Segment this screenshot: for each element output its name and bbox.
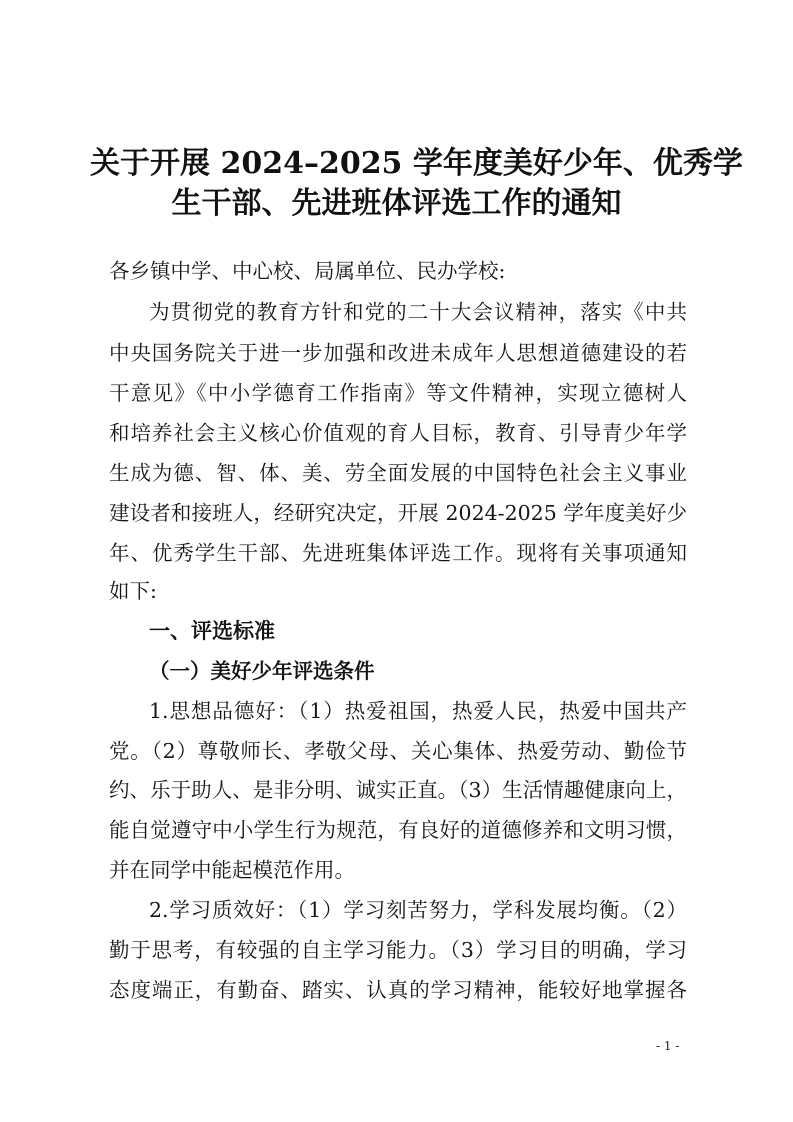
item1-line: 约、乐于助人、是非分明、诚实正直。（3）生活情趣健康向上， xyxy=(109,778,687,802)
item1-line: 1.思想品德好：（1）热爱祖国，热爱人民，热爱中国共产 xyxy=(149,699,687,723)
intro-line: 建设者和接班人，经研究决定，开展 2024-2025 学年度美好少 xyxy=(109,501,687,525)
document-title-line-2: 生干部、先进班体评选工作的通知 xyxy=(171,186,622,221)
intro-line: 中央国务院关于进一步加强和改进未成年人思想道德建设的若 xyxy=(109,341,687,365)
intro-line: 生成为德、智、体、美、劳全面发展的中国特色社会主义事业 xyxy=(109,461,687,485)
item1-line: 党。（2）尊敬师长、孝敬父母、关心集体、热爱劳动、勤俭节 xyxy=(109,739,687,763)
intro-line: 年、优秀学生干部、先进班集体评选工作。现将有关事项通知 xyxy=(109,541,687,565)
intro-line: 和培养社会主义核心价值观的育人目标，教育、引导青少年学 xyxy=(109,421,687,445)
item2-line: 态度端正，有勤奋、踏实、认真的学习精神，能较好地掌握各 xyxy=(109,978,687,1002)
item1-line: 能自觉遵守中小学生行为规范，有良好的道德修养和文明习惯， xyxy=(109,818,687,842)
intro-line: 为贯彻党的教育方针和党的二十大会议精神，落实《中共 xyxy=(149,300,687,324)
page-number: - 1 - xyxy=(656,1039,680,1053)
salutation: 各乡镇中学、中心校、局属单位、民办学校: xyxy=(109,259,506,283)
item2-line: 勤于思考，有较强的自主学习能力。（3）学习目的明确，学习 xyxy=(109,938,687,962)
section-heading: 一、评选标准 xyxy=(149,619,275,643)
item2-line: 2.学习质效好：（1）学习刻苦努力，学科发展均衡。（2） xyxy=(149,898,687,922)
intro-line: 如下: xyxy=(109,579,157,603)
subsection-heading: （一）美好少年评选条件 xyxy=(149,659,375,683)
intro-line: 干意见》《中小学德育工作指南》等文件精神，实现立德树人 xyxy=(109,381,687,405)
document-title-line-1: 关于开展 2024–2025 学年度美好少年、优秀学 xyxy=(90,146,743,181)
item1-line: 并在同学中能起模范作用。 xyxy=(109,858,355,882)
